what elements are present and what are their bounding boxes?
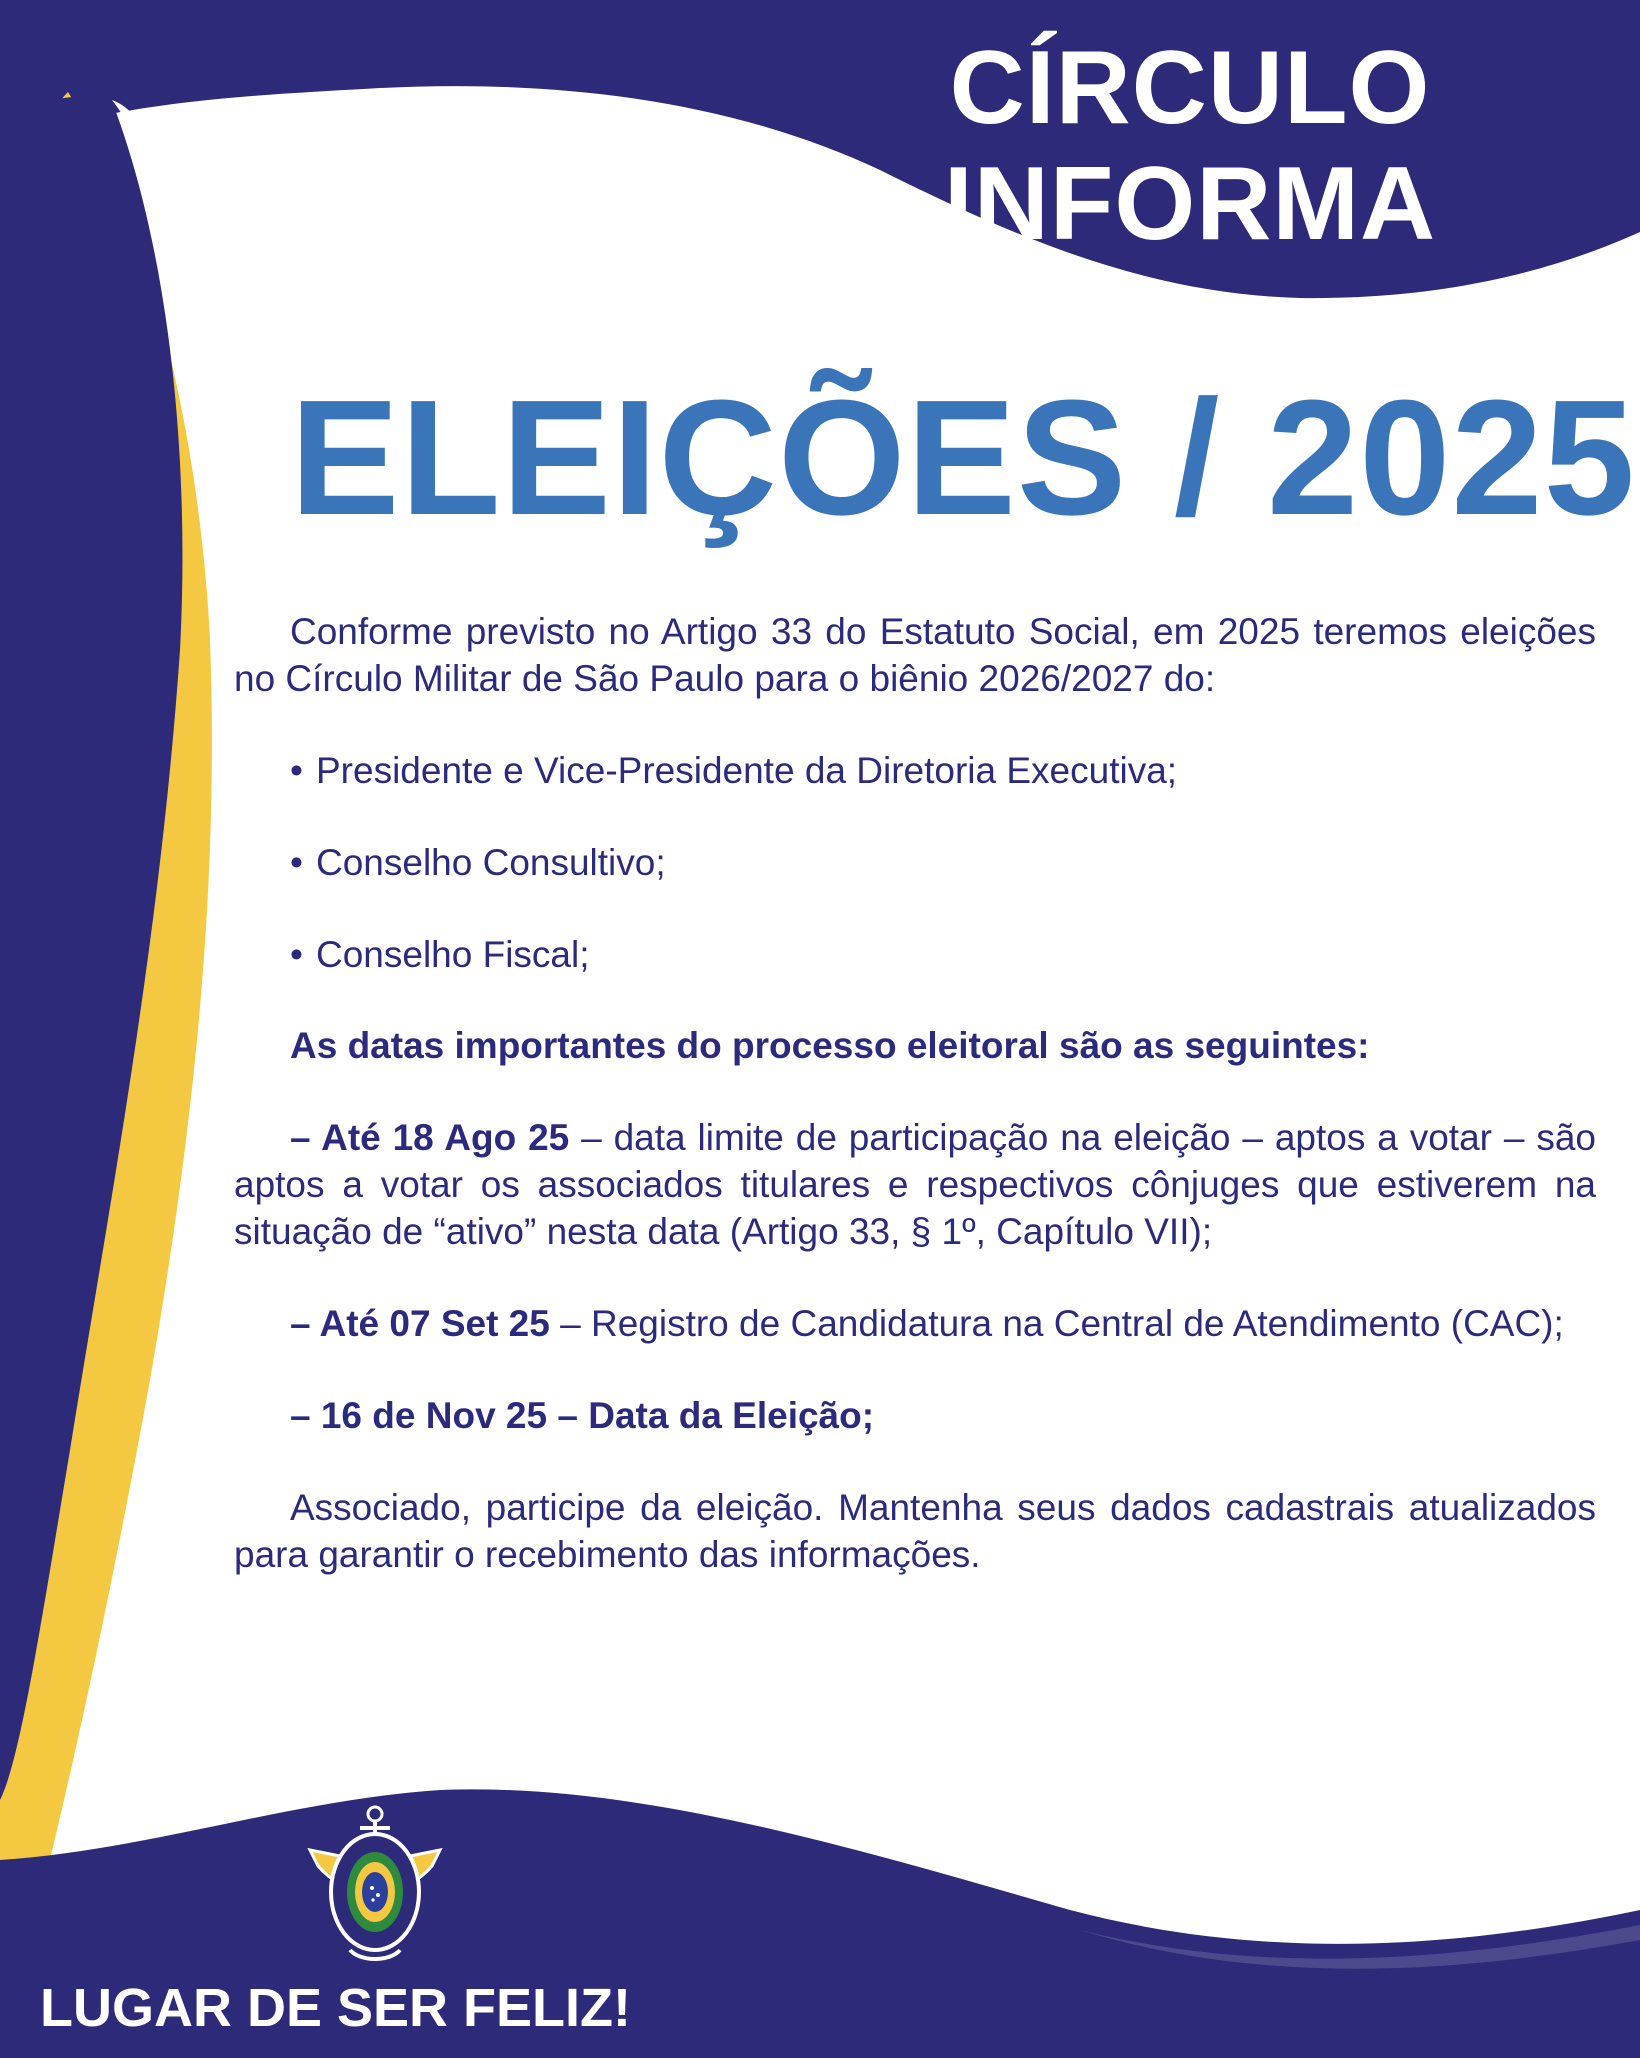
date-label: – Até 18 Ago 25 [290, 1117, 570, 1158]
bullet-icon: • [290, 842, 303, 883]
date-item [234, 1300, 1596, 1347]
list-item [234, 839, 1596, 886]
intro-paragraph: Conforme previsto no Artigo 33 do Estatuto Social, em 2025 teremos eleições no Círculo Militar de São Paulo para o biênio 2026/2027 do: [234, 611, 1596, 699]
header-line-2: INFORMA [943, 146, 1437, 262]
bullet-text: Conselho Fiscal; [316, 934, 590, 975]
bullet-text: Conselho Consultivo; [316, 842, 666, 883]
list-item [234, 747, 1596, 794]
dates-heading: As datas importantes do processo eleitoral são as seguintes: [290, 1025, 1370, 1066]
list-item [234, 931, 1596, 978]
bullet-text: Presidente e Vice-Presidente da Diretoria Executiva; [316, 750, 1178, 791]
date-text: – data limite de participação na eleição – aptos a votar – são aptos a votar os associados titulares e respectivos cônjuges que estiverem na situação de “ativo” nesta data (Artigo 33, § 1º, Capítulo VII); [234, 1117, 1596, 1252]
header-title [840, 30, 1540, 262]
footer-slogan: LUGAR DE SER FELIZ! [40, 1978, 631, 2038]
bullet-icon: • [290, 750, 303, 791]
date-label: – Até 07 Set 25 [290, 1303, 550, 1344]
date-label: – 16 de Nov 25 – Data da Eleição; [290, 1395, 875, 1436]
date-item [234, 1114, 1596, 1255]
circulo-militar-emblem-icon [290, 1800, 460, 1970]
date-item [234, 1392, 1596, 1439]
announcement-body [234, 608, 1596, 1578]
page-title: ELEIÇÕES / 2025 [290, 366, 1636, 549]
closing-paragraph: Associado, participe da eleição. Mantenha seus dados cadastrais atualizados para garantir o recebimento das informações. [234, 1487, 1596, 1575]
header-line-1: CÍRCULO [949, 30, 1431, 146]
bullet-icon: • [290, 934, 303, 975]
date-text: – Registro de Candidatura na Central de Atendimento (CAC); [549, 1303, 1564, 1344]
